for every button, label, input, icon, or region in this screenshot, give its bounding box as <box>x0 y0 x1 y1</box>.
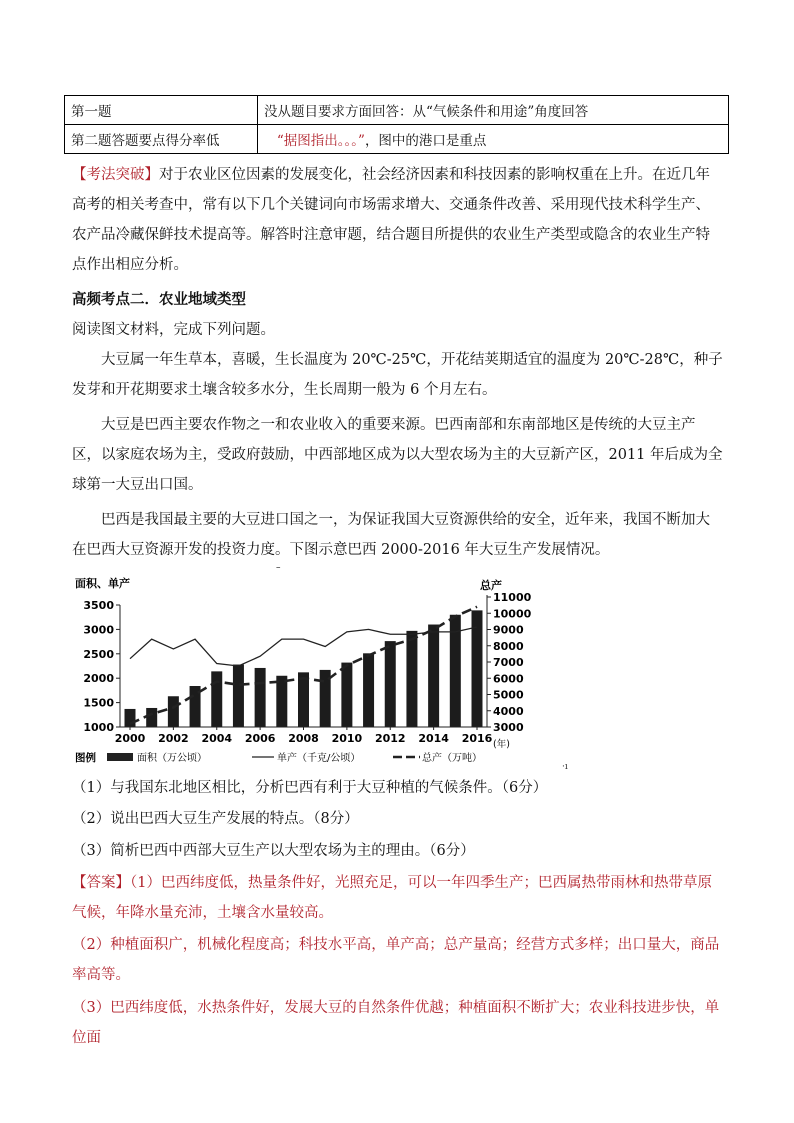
table-row <box>65 96 729 125</box>
bar-area-2012 <box>385 641 396 727</box>
bar-area-2001 <box>146 708 157 727</box>
table-cell-content <box>258 125 729 154</box>
right-tick-label: 4000 <box>493 704 524 718</box>
x-tick-label: 2008 <box>288 732 319 745</box>
right-tick-label: 11000 <box>493 591 532 604</box>
bar-area-2004 <box>211 671 222 727</box>
x-tick-label: 2014 <box>418 732 449 745</box>
table-cell-text: ，图中的港口是重点 <box>364 133 487 149</box>
right-tick-label: 10000 <box>493 607 532 621</box>
answer-1 <box>72 868 724 928</box>
question-2: （2）说出巴西大豆生产发展的特点。（8分） <box>72 811 359 827</box>
legend-label-area: 面积（万公顷） <box>137 753 207 764</box>
legend-swatch-bar <box>107 753 133 761</box>
material-paragraph: 大豆属一年生草本，喜暖，生长温度为 20℃-25℃，开花结荚期适宜的温度为 20℃-28℃，种子发芽和开花期要求土壤含较多水分，生长周期一般为 6 个月左右。 <box>72 352 723 398</box>
table-row <box>65 125 729 154</box>
legend-label-yield: 单产（千克/公顷） <box>277 753 361 764</box>
table-cell-content: 没从题目要求方面回答：从“气候条件和用途”角度回答 <box>258 96 729 125</box>
quote-text: “据图指出。。。” <box>276 133 365 149</box>
x-tick-label: 2004 <box>201 732 233 745</box>
bar-area-2008 <box>298 672 309 727</box>
bar-area-2007 <box>276 676 287 727</box>
bar-area-2014 <box>428 625 439 727</box>
right-tick-label: 6000 <box>493 672 524 686</box>
bar-area-2010 <box>341 663 352 727</box>
question-3: （3）简析巴西中西部大豆生产以大型农场为主的理由。（6分） <box>72 843 475 859</box>
table-cell-label: 第二题答题要点得分率低 <box>65 125 258 154</box>
bar-area-2013 <box>406 631 417 727</box>
stray-mark: – <box>276 563 281 573</box>
left-tick-label: 3000 <box>83 623 114 637</box>
bar-area-2000 <box>125 709 136 727</box>
right-tick-label: 8000 <box>493 639 524 653</box>
x-tick-label: 2006 <box>244 732 276 745</box>
x-tick-label: 2012 <box>374 732 406 745</box>
table-cell-label: 第一题 <box>65 96 258 125</box>
right-tick-label: 7000 <box>493 656 524 669</box>
bar-area-2011 <box>363 653 374 727</box>
legend-prefix: 图例 <box>75 752 96 764</box>
answer-2: （2）种植面积广，机械化程度高；科技水平高，单产高；总产量高；经营方式多样；出口量大，商品率高等。 <box>72 937 720 983</box>
legend-label-total: 总产（万吨） <box>422 753 482 764</box>
bar-area-2002 <box>168 696 179 727</box>
right-tick-label: 5000 <box>493 688 524 702</box>
stray-mark: ·ı <box>562 762 568 772</box>
right-axis-label: 总产 <box>480 579 502 592</box>
answer-tag: 【答案】 <box>72 875 130 891</box>
section-heading: 高频考点二．农业地域类型 <box>72 291 246 308</box>
answer-3: （3）巴西纬度低，水热条件好，发展大豆的自然条件优越；种植面积不断扩大；农业科技进步快，单位面 <box>72 1000 720 1046</box>
intro-text: 阅读图文材料，完成下列问题。 <box>72 322 275 338</box>
left-tick-label: 3500 <box>83 599 114 612</box>
kaofa-text: 对于农业区位因素的发展变化，社会经济因素和科技因素的影响权重在上升。在近几年高考的相关考查中，常有以下几个关键词向市场需求增大、交通条件改善、采用现代技术科学生产、农产品冷藏保鲜技术提高等。解答时注意审题，结合题目所提供的农业生产类型或隐含的农业生产特点作出相应分析。 <box>72 167 710 273</box>
right-tick-label: 3000 <box>493 721 524 734</box>
kaofa-paragraph <box>72 160 724 280</box>
question-1: （1）与我国东北地区相比，分析巴西有利于大豆种植的气候条件。（6分） <box>72 780 548 796</box>
kaofa-tag: 【考法突破】 <box>72 167 159 183</box>
bar-area-2005 <box>233 665 244 727</box>
x-tick-label: 2002 <box>158 732 189 745</box>
left-tick-label: 1500 <box>83 696 114 710</box>
left-axis-label: 面积、单产 <box>75 577 130 590</box>
left-tick-label: 2500 <box>83 647 114 661</box>
material-paragraph: 大豆是巴西主要农作物之一和农业收入的重要来源。巴西南部和东南部地区是传统的大豆主产区，以家庭农场为主，受政府鼓励，中西部地区成为以大型农场为主的大豆新产区，2011 年后成为全球第一大豆出口国。 <box>72 417 723 493</box>
analysis-table <box>64 95 729 154</box>
bar-area-2006 <box>255 668 266 727</box>
x-tick-label: 2016 <box>461 732 493 745</box>
x-tick-label: 2000 <box>114 732 146 745</box>
left-tick-label: 2000 <box>83 672 114 686</box>
material-paragraph: 巴西是我国最主要的大豆进口国之一，为保证我国大豆资源供给的安全，近年来，我国不断加大在巴西大豆资源开发的投资力度。下图示意巴西 2000-2016 年大豆生产发展情况。 <box>72 512 710 558</box>
chart-legend <box>75 751 482 764</box>
right-tick-label: 9000 <box>493 623 524 637</box>
x-unit-label: (年) <box>493 739 510 750</box>
x-tick-label: 2010 <box>331 732 363 745</box>
answer-text: （1）巴西纬度低，热量条件好，光照充足，可以一年四季生产；巴西属热带雨林和热带草原气候，年降水量充沛，土壤含水量较高。 <box>72 875 712 921</box>
soy-production-chart <box>75 575 535 765</box>
left-tick-label: 1000 <box>83 721 114 734</box>
